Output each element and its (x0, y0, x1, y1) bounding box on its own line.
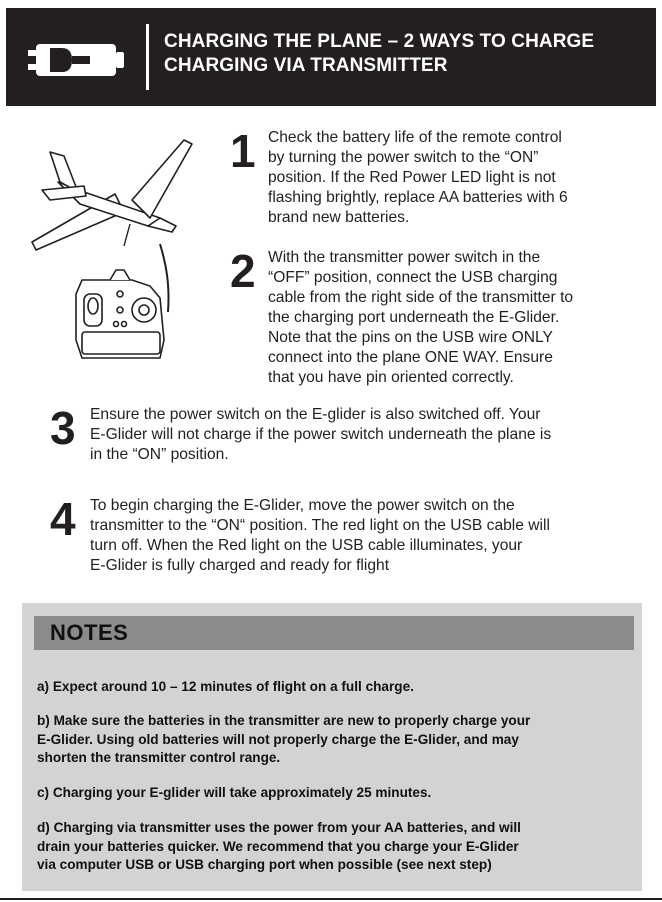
text-line: Check the battery life of the remote control (268, 129, 562, 146)
text-line: flashing brightly, replace AA batteries with 6 (268, 189, 568, 206)
text-line: d) Charging via transmitter uses the power from your AA batteries, and will (37, 820, 521, 835)
step-number: 1 (230, 125, 256, 177)
step-text (90, 496, 550, 576)
page-title (164, 30, 594, 78)
text-line: E-Glider will not charge if the power switch underneath the plane is (90, 426, 552, 443)
text-line: b) Make sure the batteries in the transmitter are new to properly charge your (37, 713, 531, 728)
text-line: E-Glider. Using old batteries will not properly charge the E-Glider, and may (37, 731, 519, 747)
step-text (268, 128, 568, 228)
text-line: “OFF” position, connect the USB charging (268, 269, 558, 286)
note-a (37, 678, 637, 697)
bottom-rule (0, 898, 662, 900)
text-line: via computer USB or USB charging port when possible (see next step) (37, 857, 492, 872)
step-text (90, 405, 551, 465)
note-b (37, 712, 637, 768)
step-number: 3 (50, 402, 76, 454)
step-2 (230, 245, 650, 393)
notes-title: NOTES (50, 620, 129, 645)
text-line: c) Charging your E-glider will take approximately 25 minutes. (37, 785, 432, 800)
text-line: cable from the right side of the transmitter to (268, 289, 574, 306)
text-line: With the transmitter power switch in the (268, 249, 541, 266)
note-d (37, 819, 637, 875)
note-c (37, 784, 637, 803)
step-text (268, 248, 573, 388)
glider-and-transmitter-illustration (20, 134, 220, 364)
step-1 (230, 125, 650, 233)
header-divider (146, 24, 149, 90)
text-line: that you have pin oriented correctly. (268, 369, 514, 386)
text-line: position. If the Red Power LED light is not (268, 169, 556, 186)
step-number: 2 (230, 245, 256, 297)
header-banner (6, 8, 656, 106)
title-line-2: CHARGING VIA TRANSMITTER (164, 55, 448, 76)
text-line: by turning the power switch to the “ON” (268, 149, 539, 166)
text-line: E-Glider is fully charged and ready for flight (90, 557, 390, 574)
text-line: Ensure the power switch on the E-glider is also switched off. Your (90, 406, 541, 423)
step-3 (50, 402, 650, 475)
text-line: turn off. When the Red light on the USB cable illuminates, your (90, 537, 523, 554)
text-line: shorten the transmitter control range. (37, 750, 281, 765)
text-line: Note that the pins on the USB wire ONLY (268, 329, 553, 346)
plug-icon (28, 38, 132, 82)
text-line: the charging port underneath the E-Glider. (268, 309, 560, 326)
text-line: drain your batteries quicker. We recommend that you charge your E-Glider (37, 838, 519, 854)
text-line: connect into the plane ONE WAY. Ensure (268, 349, 553, 366)
text-line: in the “ON” position. (90, 446, 229, 463)
text-line: a) Expect around 10 – 12 minutes of flight on a full charge. (37, 679, 414, 694)
notes-panel (22, 603, 642, 891)
text-line: To begin charging the E-Glider, move the power switch on the (90, 497, 515, 514)
title-line-1: CHARGING THE PLANE – 2 WAYS TO CHARGE (164, 31, 595, 52)
step-4 (50, 493, 650, 586)
text-line: transmitter to the “ON“ position. The red light on the USB cable will (90, 517, 550, 534)
notes-header-bar (34, 616, 634, 650)
text-line: brand new batteries. (268, 209, 410, 226)
step-number: 4 (50, 493, 76, 545)
